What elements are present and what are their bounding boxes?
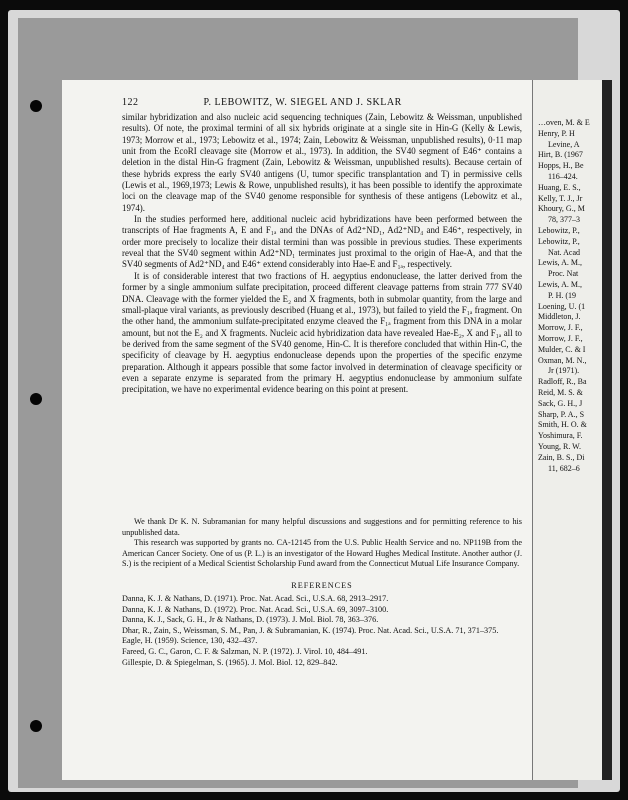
reference-item: Danna, K. J. & Nathans, D. (1972). Proc. Nat. Acad. Sci., U.S.A. 69, 3097–3100. (122, 604, 389, 614)
author-line: P. LEBOWITZ, W. SIEGEL AND J. SKLAR (203, 97, 402, 108)
facing-line: Morrow, J. F., (538, 323, 583, 333)
reference-item: Eagle, H. (1959). Science, 130, 432–437. (122, 636, 258, 646)
facing-line: Reid, M. S. & (538, 387, 583, 397)
facing-line: Young, R. W. (538, 441, 581, 451)
facing-line: Proc. Nat (548, 269, 579, 279)
punch-hole-middle (30, 393, 42, 405)
acknowledgement-1: We thank Dr K. N. Subramanian for many helpful discussions and suggestions and for permitting reference to his unpublished data. (122, 517, 522, 537)
facing-line: Lebowitz, P., (538, 236, 580, 246)
facing-line: Lebowitz, P., (538, 225, 580, 235)
references-heading: REFERENCES (291, 581, 353, 590)
main-text (122, 112, 522, 396)
facing-line: Sack, G. H., J (538, 398, 583, 408)
paragraph-3: It is of considerable interest that two fractions of H. aegyptius endonuclease, the latter derived from the former by a single ammonium sulfate precipitation, proceed different cleavage patterns from strain 777 SV40 DNA. Cleavage with the former yielded the E₂ and X fragments, both in submolar quantity, from the large and small-plaque viral variants, as previously described (Huang et al., 1973), but failed to yield the F₁ₐ fragment. On the other hand, the ammonium sulfate-precipitated enzyme cleaved the F₁ₐ fragment from this DNA in a molar amount, but not the E₂ and X fragments. Nucleic acid hybridization data have revealed Hae-E₂, X and F₁ₐ all to be derived from the same segment of the SV40 genome, Hin-C. It is therefore concluded that within Hin-C, the specificity of cleavage by H. aegyptius endonuclease depends upon the properties of the specific enzyme preparation. Although it appears possible that some factor involved in determination of cleavage specificity or even a separate enzyme is separated from the primary H. aegyptius endonuclease by ammonium sulfate precipitation, we have no experimental evidence bearing on this point at present. (122, 270, 522, 395)
facing-line: Lewis, A. M., (538, 258, 582, 268)
facing-line: …oven, M. & E (538, 118, 590, 127)
facing-line: Khoury, G., M (538, 204, 585, 214)
facing-line: Radloff, R., Ba (538, 377, 587, 387)
facing-line: 78, 377–3 (548, 215, 580, 225)
running-header (122, 97, 522, 108)
acknowledgements (122, 517, 522, 570)
facing-line: Loening, U. (1 (538, 301, 586, 311)
facing-line: Mulder, C. & I (538, 344, 586, 354)
page-edge-shadow (602, 80, 612, 780)
facing-line: Smith, H. O. & (538, 420, 587, 430)
facing-page-text (538, 118, 602, 474)
paragraph-2: In the studies performed here, additional nucleic acid hybridizations have been performed between the transcripts of Hae fragments A, E and F₁ₐ and the DNAs of Ad2⁺ND₁, Ad2⁺ND₄ and E46⁺, respectively, in order more precisely to localize their distal termini than was possible in previous studies. These experiments reveal that the SV40 segment within Ad2⁺ND₁ terminates just proximal to the origin of Hae-A, and that the SV40 segments of Ad2⁺ND₄ and E46⁺ extend considerably into Hae-E and F₁ₐ, respectively. (122, 214, 522, 270)
facing-line: Sharp, P. A., S (538, 409, 585, 419)
facing-line: Hirt, B. (1967 (538, 150, 583, 160)
paragraph-1: similar hybridization and also nucleic acid sequencing techniques (Zain, Lebowitz & Weissman, unpublished results). Of note, the proximal termini of all six hybrids originate at a single site in Hin-G (Kelly & Lewis, 1973; Morrow et al., 1973; Lebowitz et al., 1974; Zain, Lebowitz & Weissman, unpublished results), 0·11 map unit from the EcoRI cleavage site (Morrow et al., 1973). In addition, the SV40 segment of E46⁺ contains a deletion in the distal Hin-G fragment (Zain, Lebowitz & Weissman, unpublished results). Because certain of these hybrids express the early SV40 antigens (U, tumor specific transplantation and T) in permissive cells (Lewis et al., 1969,1973; Lewis & Rowe, unpublished results), it has been possible to identify the approximate loci on the cleavage map of the SV40 genome responsible for synthesis of these antigens (Lebowitz et al., 1974). (122, 112, 522, 213)
facing-line: Morrow, J. F., (538, 333, 583, 343)
facing-line: 116–424. (548, 171, 578, 181)
facing-line: Oxman, M. N., (538, 355, 587, 365)
facing-line: Lewis, A. M., (538, 279, 582, 289)
reference-item: Fareed, G. C., Garon, C. F. & Salzman, N. P. (1972). J. Virol. 10, 484–491. (122, 646, 368, 656)
facing-line: Henry, P. H (538, 128, 575, 138)
facing-line: P. H. (19 (548, 290, 577, 300)
facing-line: Yoshimura, F. (538, 431, 583, 441)
facing-line: Jr (1971). (548, 366, 580, 376)
facing-line: Middleton, J. (538, 312, 581, 322)
facing-line: 11, 682–6 (548, 463, 580, 473)
facing-line: Kelly, T. J., Jr (538, 193, 583, 203)
reference-item: Gillespie, D. & Spiegelman, S. (1965). J. Mol. Biol. 12, 829–842. (122, 657, 338, 667)
reference-list (122, 594, 522, 668)
punch-hole-bottom (30, 720, 42, 732)
facing-line: Nat. Acad (548, 247, 580, 257)
facing-line: Levine, A (548, 139, 580, 149)
facing-line: Zain, B. S., Di (538, 452, 585, 462)
facing-line: Hopps, H., Be (538, 161, 584, 171)
facing-line: Huang, E. S., (538, 182, 581, 192)
acknowledgement-2: This research was supported by grants no. CA-12145 from the U.S. Public Health Service and no. NP119B from the American Cancer Society. One of us (P. L.) is an investigator of the Howard Hughes Medical Institute. Another author (J. S.) is the recipient of a Medical Scientist Scholarship Fund award from the Connecticut Mutual Life Insurance Company. (122, 538, 522, 569)
reference-item: Danna, K. J. & Nathans, D. (1971). Proc. Nat. Acad. Sci., U.S.A. 68, 2913–2917. (122, 594, 389, 603)
punch-hole-top (30, 100, 42, 112)
page-number: 122 (122, 97, 139, 108)
reference-item: Dhar, R., Zain, S., Weissman, S. M., Pan, J. & Subramanian, K. (1974). Proc. Nat. Acad. Sci., U.S.A. 71, 371–375. (122, 625, 499, 635)
reference-item: Danna, K. J., Sack, G. H., Jr & Nathans, D. (1973). J. Mol. Biol. 78, 363–376. (122, 615, 379, 625)
